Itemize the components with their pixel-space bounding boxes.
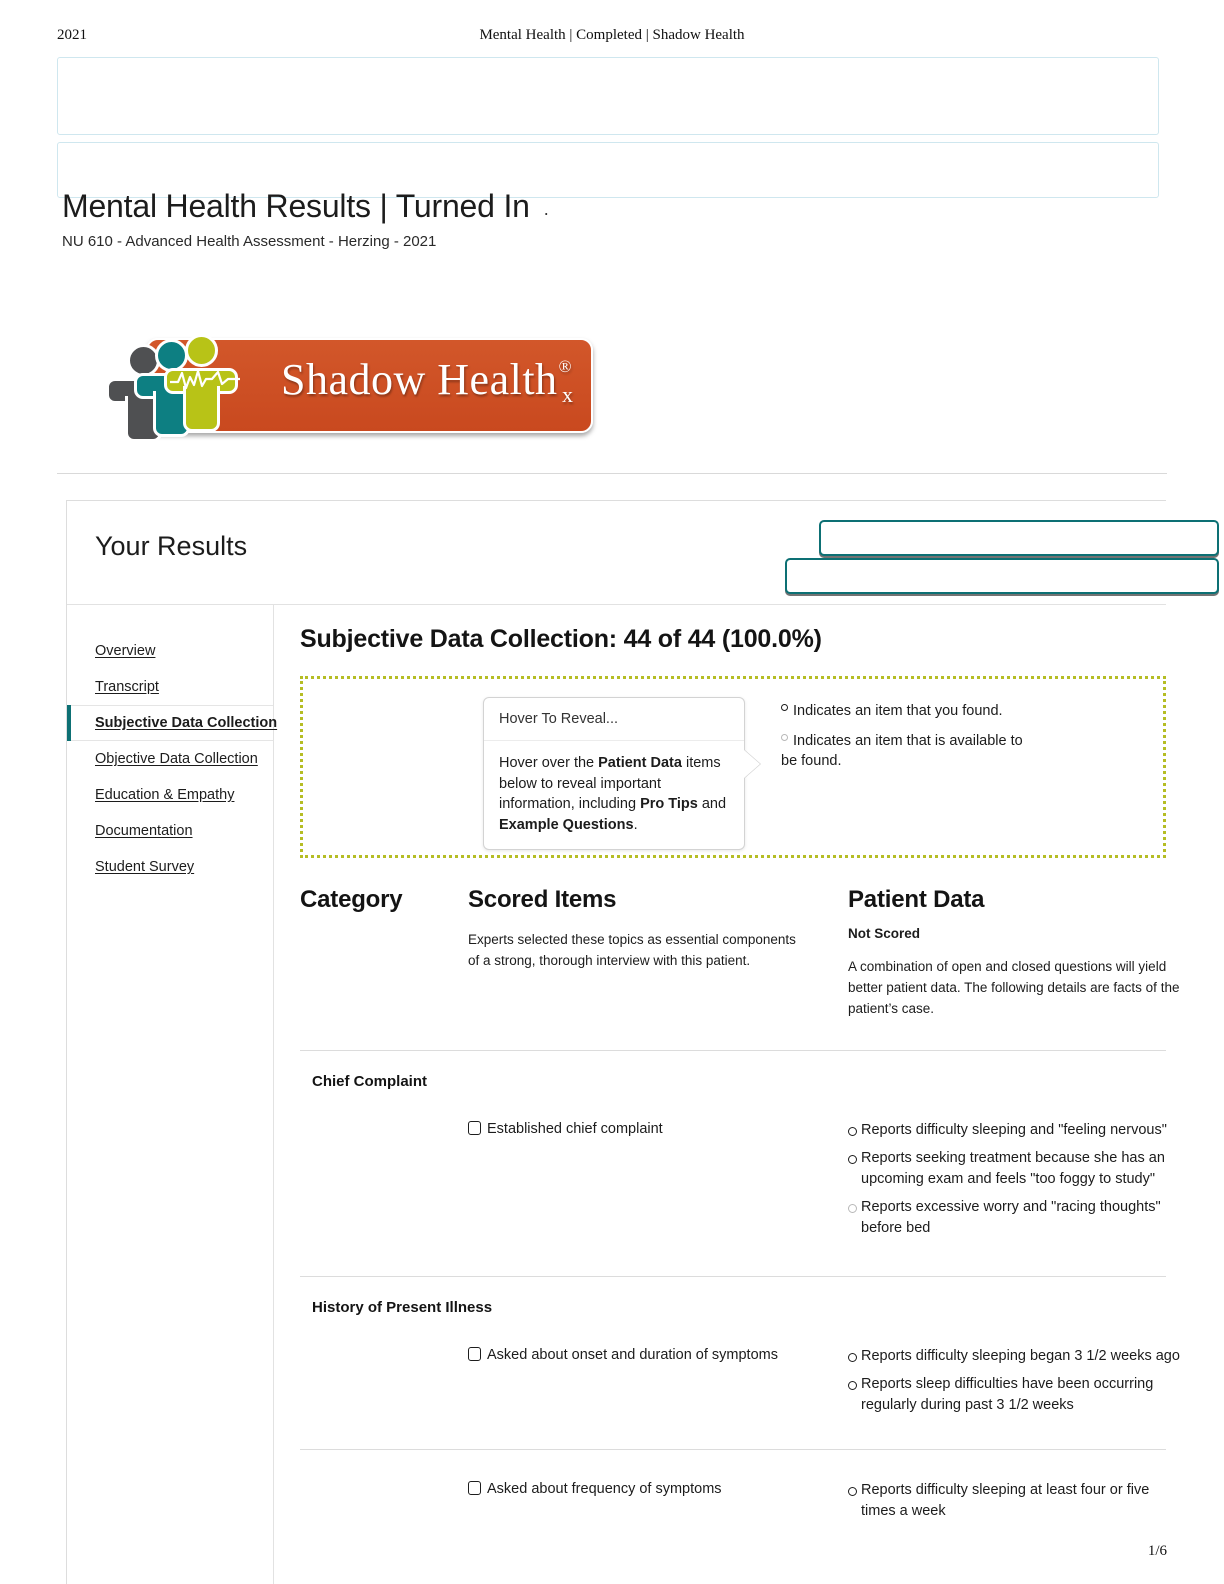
category-section-chief-complaint (300, 1050, 1166, 1246)
hover-to-reveal-tooltip (483, 697, 745, 850)
results-content (274, 605, 1180, 1584)
tooltip-bold-patient-data: Patient Data (598, 755, 682, 771)
scored-items-desc-line1: Experts selected these topics as essential components (468, 932, 796, 947)
sidebar-item-documentation[interactable]: Documentation (95, 823, 193, 839)
tooltip-pointer-icon (744, 750, 760, 778)
page-title (62, 188, 549, 225)
column-header-scored-items-cell (468, 886, 848, 1020)
tooltip-text-4: . (633, 816, 638, 833)
sidebar-item-objective-data-collection[interactable]: Objective Data Collection (95, 751, 258, 767)
page-title-text: Mental Health Results | Turned In (62, 188, 530, 224)
column-header-category: Category (300, 886, 403, 913)
patient-data-item[interactable]: Reports seeking treatment because she has an upcoming exam and feels "too foggy to study" (848, 1148, 1166, 1190)
registered-trademark-icon: ® (558, 357, 572, 376)
tooltip-text-1: Hover over the (499, 755, 599, 771)
sidebar-item-transcript[interactable]: Transcript (95, 679, 159, 695)
tooltip-bold-example-questions: Example Questions (499, 816, 634, 833)
results-panel (66, 500, 1180, 1584)
category-label-chief-complaint: Chief Complaint (312, 1072, 427, 1090)
print-header-center: Mental Health | Completed | Shadow Health (479, 27, 745, 43)
scored-item-checkbox[interactable] (468, 1347, 481, 1361)
top-banner-bar-1 (57, 57, 1159, 135)
category-label-history-of-present-illness: History of Present Illness (312, 1298, 493, 1316)
found-bullet-icon (781, 704, 788, 711)
scored-item-label: Asked about onset and duration of symptoms (487, 1346, 778, 1363)
results-header (67, 501, 1166, 605)
table-row (300, 1316, 1180, 1423)
page-title-dot: . (543, 199, 549, 219)
available-bullet-icon (781, 734, 788, 741)
results-panel-title: Your Results (95, 531, 248, 561)
patient-data-item[interactable]: Reports sleep difficulties have been occurring regularly during past 3 1/2 weeks (848, 1374, 1166, 1416)
scored-item-checkbox[interactable] (468, 1121, 481, 1135)
print-header (0, 27, 1224, 51)
patient-data-not-scored-label: Not Scored (848, 926, 921, 941)
tooltip-heading: Hover To Reveal... (484, 698, 744, 741)
tooltip-text-2: items below to reveal important information, including (499, 755, 721, 813)
category-section-history-of-present-illness (300, 1276, 1180, 1529)
shadow-health-logo (106, 330, 596, 445)
patient-data-desc-line3: patient’s case. (848, 1000, 935, 1016)
patient-data-cell (848, 1346, 1180, 1423)
tooltip-body (484, 741, 744, 849)
legend-found-row (781, 701, 1036, 722)
column-header-patient-data: Patient Data (848, 886, 985, 913)
patient-data-cell (848, 1480, 1166, 1529)
patient-data-item[interactable]: Reports excessive worry and "racing thoughts" before bed (848, 1197, 1166, 1239)
scored-item-cell (468, 1480, 848, 1529)
title-block (62, 188, 549, 250)
sidebar-item-overview[interactable]: Overview (95, 643, 156, 659)
results-action-button-primary[interactable] (819, 520, 1219, 556)
scored-item-checkbox[interactable] (468, 1481, 481, 1495)
tooltip-bold-pro-tips: Pro Tips (640, 796, 698, 813)
patient-data-description (848, 957, 1180, 1020)
legend-available-label: Indicates an item that is available to be found. (781, 732, 1023, 770)
tooltip-text-3: and (697, 796, 727, 813)
scored-items-description (468, 930, 848, 972)
scored-item-cell (468, 1120, 848, 1246)
column-header-patient-data-cell (848, 886, 1180, 1020)
sidebar-item-student-survey[interactable]: Student Survey (95, 859, 195, 875)
scored-items-desc-line2: of a strong, thorough interview with this patient. (468, 952, 751, 968)
section-heading: Subjective Data Collection: 44 of 44 (100.0%) (300, 625, 822, 653)
scoring-legend (781, 701, 1036, 781)
print-footer-page-number: 1/6 (1147, 1543, 1167, 1559)
logo-subscript-x: x (561, 382, 574, 407)
patient-data-cell (848, 1120, 1166, 1246)
table-header-row (300, 858, 1180, 1020)
patient-data-item[interactable]: Reports difficulty sleeping began 3 1/2 weeks ago (848, 1346, 1166, 1367)
heartbeat-icon (168, 366, 242, 392)
column-header-category-cell (300, 886, 468, 1020)
scored-item-label: Established chief complaint (487, 1120, 663, 1137)
scored-item-label: Asked about frequency of symptoms (487, 1480, 722, 1497)
divider-under-logo (57, 473, 1167, 474)
results-body (67, 605, 1180, 1584)
print-header-left: 2021 (57, 27, 87, 43)
sidebar-item-education-and-empathy[interactable]: Education & Empathy (95, 787, 235, 803)
patient-data-item[interactable]: Reports difficulty sleeping at least four or five times a week (848, 1480, 1166, 1522)
hover-reveal-strip (300, 676, 1166, 858)
results-sidebar-nav (67, 605, 278, 1584)
logo-wordmark: Shadow Health®x (281, 355, 574, 407)
legend-found-label: Indicates an item that you found. (793, 703, 1003, 719)
patient-data-desc-line2: better patient data. The following details are facts of the (848, 979, 1180, 995)
page-subtitle: NU 610 - Advanced Health Assessment - Herzing - 2021 (62, 233, 437, 250)
table-row (300, 1449, 1166, 1529)
patient-data-item[interactable]: Reports difficulty sleeping and "feeling nervous" (848, 1120, 1166, 1141)
legend-available-row (781, 731, 1036, 772)
table-row (300, 1090, 1166, 1246)
sidebar-item-subjective-data-collection[interactable]: Subjective Data Collection (67, 705, 273, 741)
column-header-scored-items: Scored Items (468, 886, 617, 913)
results-action-button-secondary[interactable] (785, 558, 1219, 594)
patient-data-desc-line1: A combination of open and closed questions will yield (848, 959, 1167, 974)
scored-item-cell (468, 1346, 848, 1423)
